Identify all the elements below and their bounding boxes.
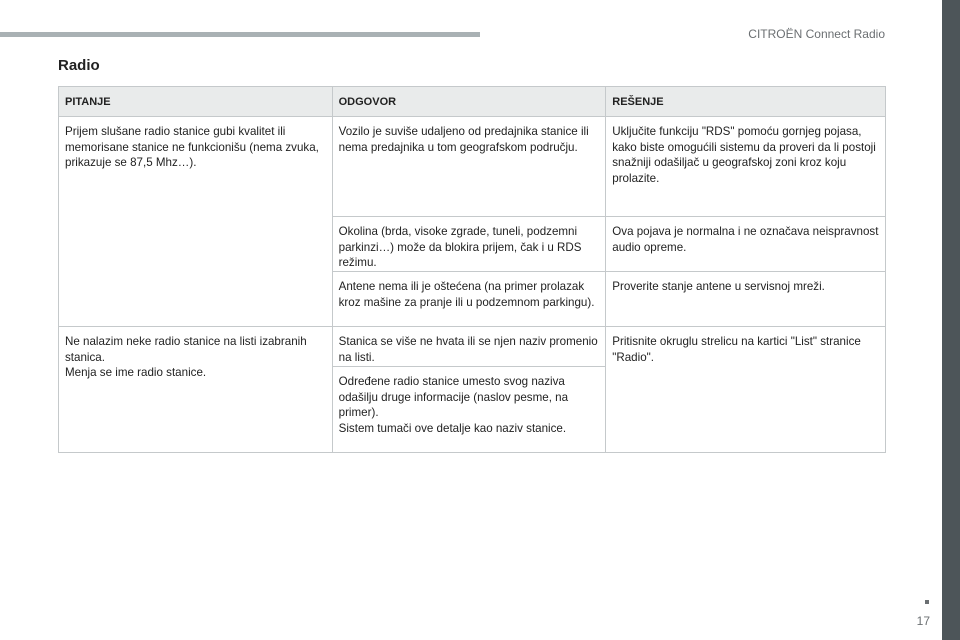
page-number: 17 (916, 614, 930, 628)
page-side-bar (942, 0, 960, 640)
answer-cell: Određene radio stanice umesto svog naziva odašilju druge informacije (naslov pesme, na primer). Sistem tumači ove detalje kao naziv stanice. (332, 367, 606, 453)
table-header-row (59, 87, 886, 117)
header-question: PITANJE (59, 87, 333, 117)
header-accent-bar (0, 32, 480, 37)
question-cell: Prijem slušane radio stanice gubi kvalitet ili memorisane stanice ne funkcionišu (nema zvuka, prikazuje se 87,5 Mhz…). (59, 117, 333, 327)
header-answer: ODGOVOR (332, 87, 606, 117)
header-solution: REŠENJE (606, 87, 886, 117)
answer-cell: Vozilo je suviše udaljeno od predajnika stanice ili nema predajnika u tom geografskom području. (332, 117, 606, 217)
section-title: Radio (58, 57, 100, 74)
solution-cell: Pritisnite okruglu strelicu na kartici "List" stranice "Radio". (606, 327, 886, 453)
page-marker-dot (925, 600, 929, 604)
solution-cell: Proverite stanje antene u servisnoj mreži. (606, 272, 886, 327)
faq-table (58, 86, 886, 453)
solution-cell: Uključite funkciju "RDS" pomoću gornjeg pojasa, kako biste omogućili sistemu da proveri da li postoji snažniji odašiljač u geografskoj zoni kroz koju prolazite. (606, 117, 886, 217)
answer-cell: Stanica se više ne hvata ili se njen naziv promenio na listi. (332, 327, 606, 367)
question-cell: Ne nalazim neke radio stanice na listi izabranih stanica. Menja se ime radio stanice. (59, 327, 333, 453)
header-title: CITROËN Connect Radio (748, 27, 885, 41)
answer-cell: Antene nema ili je oštećena (na primer prolazak kroz mašine za pranje ili u podzemnom parkingu). (332, 272, 606, 327)
table-row (59, 327, 886, 367)
solution-cell: Ova pojava je normalna i ne označava neispravnost audio opreme. (606, 217, 886, 272)
table-row (59, 117, 886, 217)
answer-cell: Okolina (brda, visoke zgrade, tuneli, podzemni parkinzi…) može da blokira prijem, čak i u RDS režimu. (332, 217, 606, 272)
